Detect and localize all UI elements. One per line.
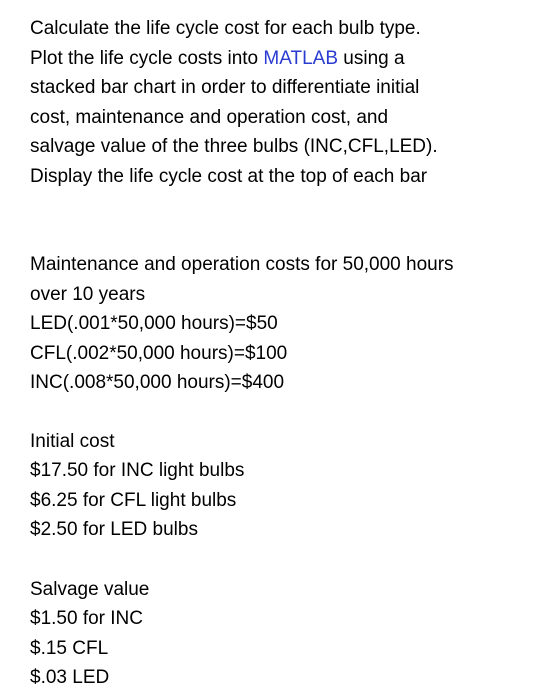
intro-line-4: cost, maintenance and operation cost, and (30, 106, 389, 128)
intro-paragraph (30, 14, 530, 191)
intro-line-5: salvage value of the three bulbs (INC,CFL,LED). (30, 136, 438, 157)
salvage-item-inc: $1.50 for INC (30, 608, 143, 629)
intro-line-1: Calculate the life cycle cost for each bulb type. (30, 18, 421, 39)
salvage-heading: Salvage value (30, 578, 150, 600)
matlab-link[interactable]: MATLAB (263, 47, 338, 69)
initial-cost-item-led: $2.50 for LED bulbs (30, 519, 198, 540)
salvage-item-cfl: $.15 CFL (30, 637, 109, 659)
intro-line-3: stacked bar chart in order to differentiate initial (30, 77, 420, 98)
maintenance-heading-line-1: Maintenance and operation costs for 50,000 hours (30, 254, 454, 275)
initial-cost-heading: Initial cost (30, 430, 115, 452)
intro-line-2 (30, 44, 530, 74)
document-body (30, 0, 530, 693)
intro-line-2-before: Plot the life cycle costs into (30, 47, 264, 69)
salvage-item-led: $.03 LED (30, 667, 110, 688)
maintenance-item-cfl: CFL(.002*50,000 hours)=$100 (30, 342, 288, 364)
initial-cost-section (30, 427, 530, 545)
initial-cost-item-inc: $17.50 for INC light bulbs (30, 460, 245, 481)
maintenance-heading-line-2: over 10 years (30, 283, 146, 305)
initial-cost-item-cfl: $6.25 for CFL light bulbs (30, 489, 237, 511)
salvage-section (30, 575, 530, 693)
maintenance-item-led: LED(.001*50,000 hours)=$50 (30, 313, 278, 334)
maintenance-section (30, 250, 530, 398)
maintenance-item-inc: INC(.008*50,000 hours)=$400 (30, 372, 285, 393)
intro-line-2-after: using a (338, 47, 405, 69)
intro-line-6: Display the life cycle cost at the top of each bar (30, 165, 428, 187)
